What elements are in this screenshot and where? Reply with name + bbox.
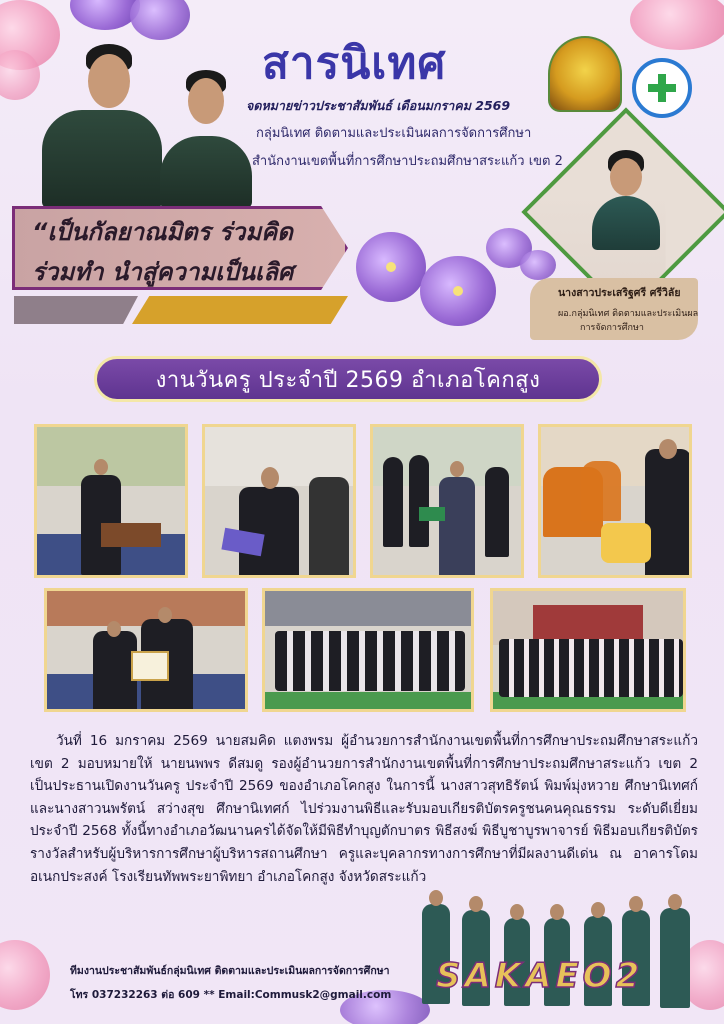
orchid-decoration — [356, 232, 426, 302]
orchid-decoration — [520, 250, 556, 280]
department-name: กลุ่มนิเทศ ติดตามและประเมินผลการจัดการศึกษา — [256, 126, 532, 141]
office-name: สำนักงานเขตพื้นที่การศึกษาประถมศึกษาสระแก้ว เขต 2 — [252, 154, 563, 169]
director-figure — [586, 150, 666, 250]
director-position: ผอ.กลุ่มนิเทศ ติดตามและประเมินผล — [558, 309, 699, 319]
footer-team: ทีมงานประชาสัมพันธ์กลุ่มนิเทศ ติดตามและประเมินผลการจัดการศึกษา — [70, 965, 390, 977]
director-position: การจัดการศึกษา — [580, 323, 644, 333]
slogan-line-2: ร่วมทำ นำสู่ความเป็นเลิศ — [32, 258, 294, 286]
orchid-decoration — [420, 256, 496, 326]
event-banner — [94, 356, 602, 402]
flower-decoration — [0, 940, 50, 1010]
obec-emblem-icon — [548, 36, 622, 112]
article-body — [30, 730, 698, 888]
event-photo — [538, 424, 692, 578]
newsletter-subtitle: จดหมายข่าวประชาสัมพันธ์ เดือนมกราคม 2569 — [246, 98, 511, 113]
event-photo — [370, 424, 524, 578]
footer-contact: โทร 037232263 ต่อ 609 ** Email:Commusk2@gmail.com — [70, 989, 392, 1001]
decorative-bar — [14, 296, 138, 324]
event-photo — [262, 588, 474, 712]
article-paragraph: วันที่ 16 มกราคม 2569 นายสมคิด แตงพรม ผู้อำนวยการสำนักงานเขตพื้นที่การศึกษาประถมศึกษาสระแก้ว เขต 2 มอบหมายให้ นายนพพร ดีสมดู รองผู้อำนวยการสำนักงานเขตพื้นที่การศึกษาประถมศึกษาสระแก้ว เขต 2 เป็นประธานเปิดงานวันครู ประจำปี 2569 ของอำเภอโคกสูง ในการนี้ นางสาวสุทธิรัตน์ พิมพ์มุ่งหวาย ศึกษานิเทศก์ และนางสาวนพรัตน์ สว่างสุข ศึกษานิเทศก์ ไปร่วมงานพิธีและรับมอบเกียรติบัตรครูชนคนคุณธรรม ระดับดีเยี่ยม ประจำปี 2568 ทั้งนี้ทางอำเภอวัฒนานครได้จัดให้มีพิธีทำบุญตักบาตร พิธีสงฆ์ พิธีบูชาบูรพาจารย์ พิธีมอบเกียรติบัตรรางวัลสำหรับผู้บริหารการศึกษาผู้บริหารสถานศึกษา ครูและบุคลากรทางการศึกษาที่มีผลงานดีเด่น ณ อาคารโดมอเนกประสงค์ โรงเรียนทัพพระยาพิทยา อำเภอโคกสูง จังหวัดสระแก้ว — [30, 733, 698, 885]
newsletter-title: สารนิเทศ — [262, 38, 447, 89]
event-photo — [490, 588, 686, 712]
slogan-line-1: “เป็นกัลยาณมิตร ร่วมคิด — [32, 218, 293, 246]
director-name: นางสาวประเสริฐศรี ศรีวิลัย — [558, 287, 681, 299]
staff-photo — [42, 40, 252, 208]
event-photo — [44, 588, 248, 712]
flower-decoration — [630, 0, 724, 50]
event-photo — [34, 424, 188, 578]
event-photo — [202, 424, 356, 578]
brand-wordmark: SAKAEO2 — [436, 956, 644, 996]
decorative-bar — [132, 296, 348, 324]
education-cross-icon — [632, 58, 692, 118]
flower-decoration — [130, 0, 190, 40]
event-title: งานวันครู ประจำปี 2569 อำเภอโคกสูง — [155, 367, 541, 393]
